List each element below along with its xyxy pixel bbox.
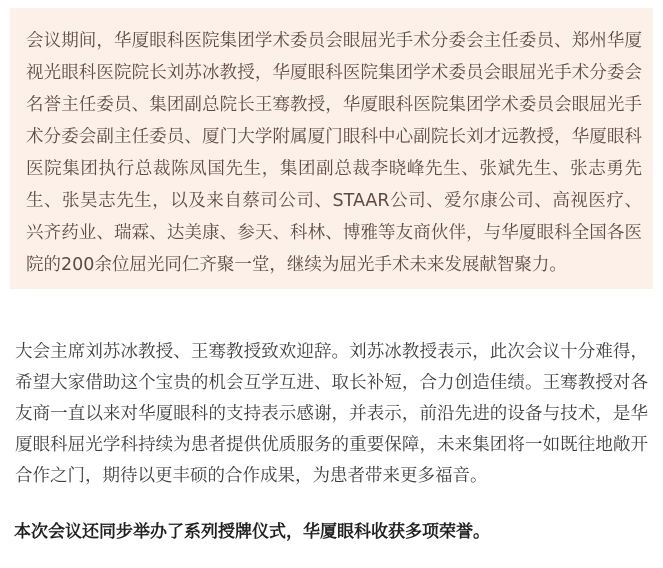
meeting-attendees-paragraph: 会议期间，华厦眼科医院集团学术委员会眼屈光手术分委会主任委员、郑州华厦视光眼科医院院长刘苏冰教授，华厦眼科医院集团学术委员会眼屈光手术分委会名誉主任委员、集团副总院长王骞教授，华厦眼科医院集团学术委员会眼屈光手术分委会副主任委员、厦门大学附属厦门眼科中心副院长刘才远教授，华厦眼科医院集团执行总裁陈凤国先生，集团副总裁李晓峰先生、张斌先生、张志勇先生、张昊志先生，以及来自蔡司公司、STAAR公司、爱尔康公司、高视医疗、兴齐药业、瑞霖、达美康、参天、科林、博雅等友商伙伴，与华厦眼科全国各医院的200余位屈光同仁齐聚一堂，继续为屈光手术未来发展献智聚力。 <box>26 31 642 275</box>
awards-heading: 本次会议还同步举办了系列授牌仪式，华厦眼科收获多项荣誉。 <box>14 522 490 542</box>
article <box>0 8 663 568</box>
highlight-paragraph-box <box>10 8 653 289</box>
welcome-speech-paragraph: 大会主席刘苏冰教授、王骞教授致欢迎辞。刘苏冰教授表示，此次会议十分难得，希望大家借助这个宝贵的机会互学互进、取长补短，合力创造佳绩。王骞教授对各友商一直以来对华厦眼科的支持表示感谢，并表示，前沿先进的设备与技术，是华厦眼科屈光学科持续为患者提供优质服务的重要保障，未来集团将一如既往地敞开合作之门，期待以更丰硕的合作成果，为患者带来更多福音。 <box>15 342 648 486</box>
page <box>0 8 663 568</box>
